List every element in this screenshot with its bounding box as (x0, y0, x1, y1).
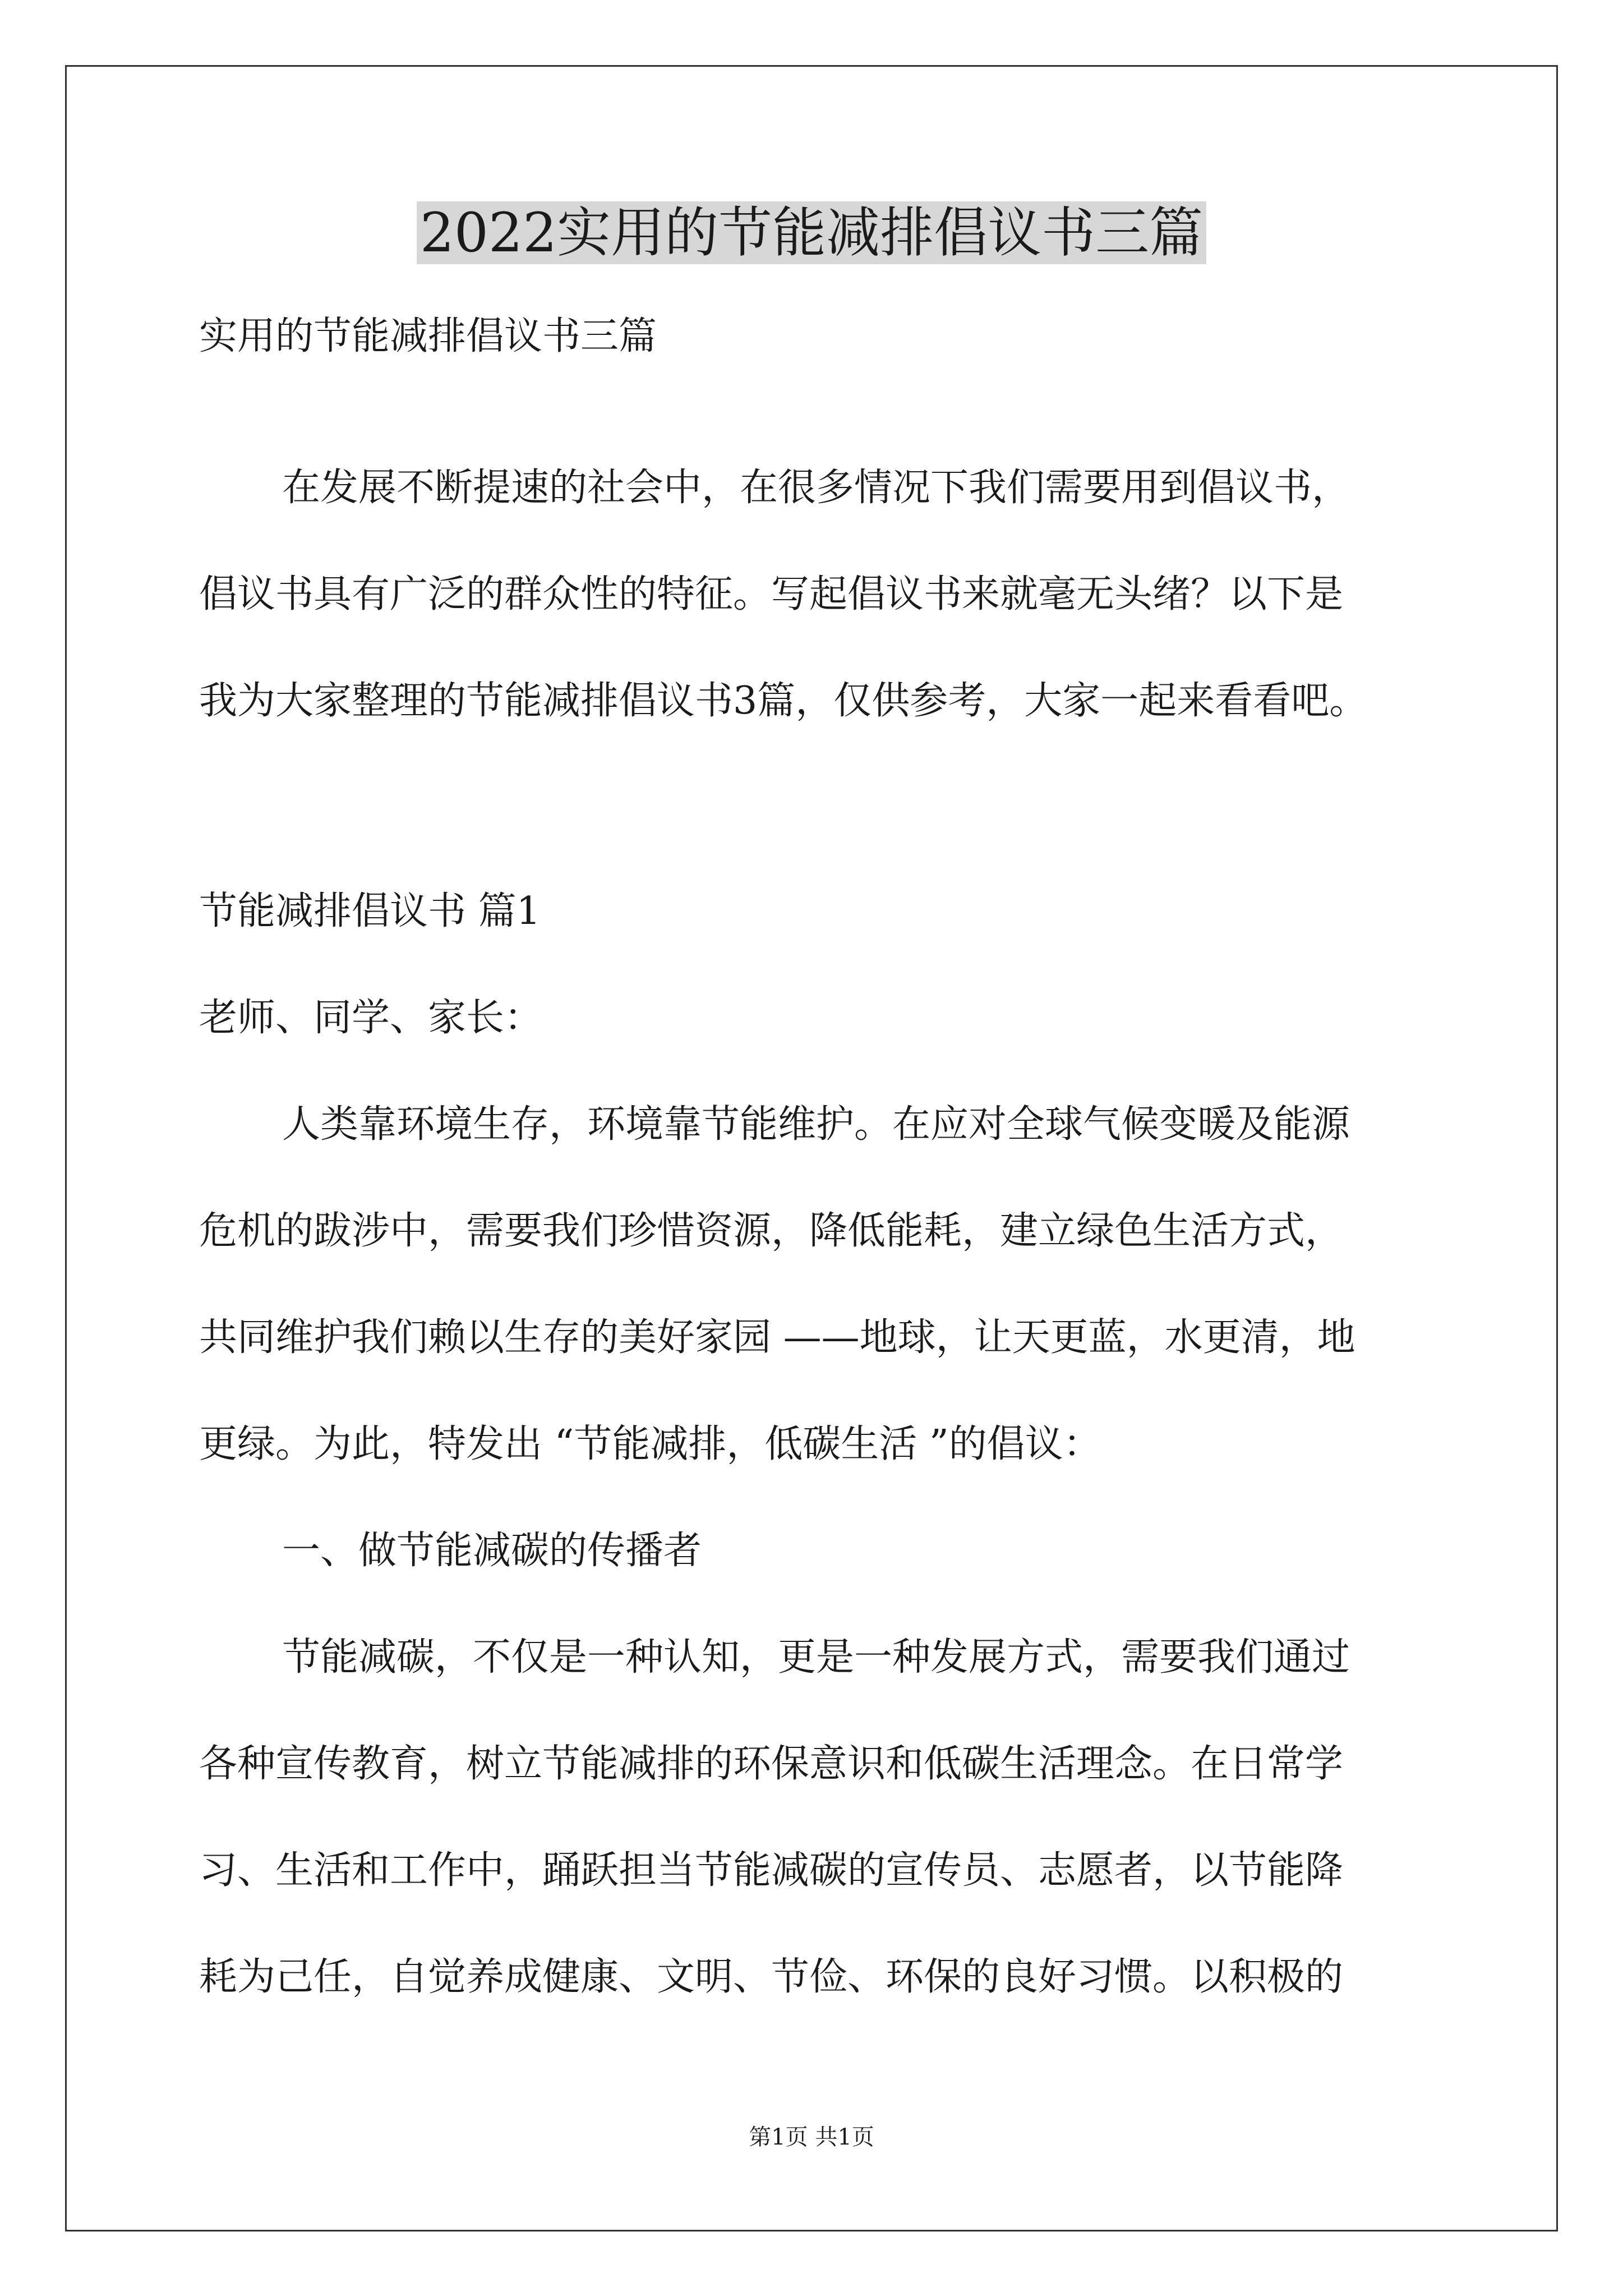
paragraph2-line-3: 习、生活和工作中，踊跃担当节能减碳的宣传员、志愿者，以节能降 (199, 1848, 1344, 1893)
document-title (0, 196, 1623, 269)
page-footer: 第1页 共1页 (749, 2124, 874, 2150)
paragraph1-line-2: 危机的跋涉中，需要我们珍惜资源，降低能耗，建立绿色生活方式， (199, 1209, 1344, 1253)
paragraph2-line-2: 各种宣传教育，树立节能减排的环保意识和低碳生活理念。在日常学 (199, 1742, 1344, 1786)
section-heading: 节能减排倡议书 篇1 (199, 889, 541, 933)
point1-heading: 一、做节能减碳的传播者 (282, 1529, 702, 1573)
paragraph2-line-4: 耗为己任，自觉养成健康、文明、节俭、环保的良好习惯。以积极的 (199, 1955, 1344, 1999)
document-title-text: 2022实用的节能减排倡议书三篇 (417, 201, 1206, 264)
salutation: 老师、同学、家长： (199, 996, 543, 1040)
intro-line-1: 在发展不断提速的社会中，在很多情况下我们需要用到倡议书， (282, 466, 1350, 510)
paragraph1-line-3: 共同维护我们赖以生存的美好家园 ——地球，让天更蓝，水更清，地 (199, 1315, 1355, 1360)
paragraph2-line-1: 节能减碳，不仅是一种认知，更是一种发展方式，需要我们通过 (282, 1635, 1350, 1680)
intro-line-3: 我为大家整理的节能减排倡议书3篇，仅供参考，大家一起来看看吧。 (199, 679, 1368, 723)
subtitle: 实用的节能减排倡议书三篇 (199, 314, 657, 358)
paragraph1-line-1: 人类靠环境生存，环境靠节能维护。在应对全球气候变暖及能源 (282, 1102, 1350, 1147)
intro-line-2: 倡议书具有广泛的群众性的特征。写起倡议书来就毫无头绪？以下是 (199, 572, 1344, 616)
paragraph1-line-4: 更绿。为此，特发出 “节能减排，低碳生活 ”的倡议： (199, 1422, 1101, 1466)
